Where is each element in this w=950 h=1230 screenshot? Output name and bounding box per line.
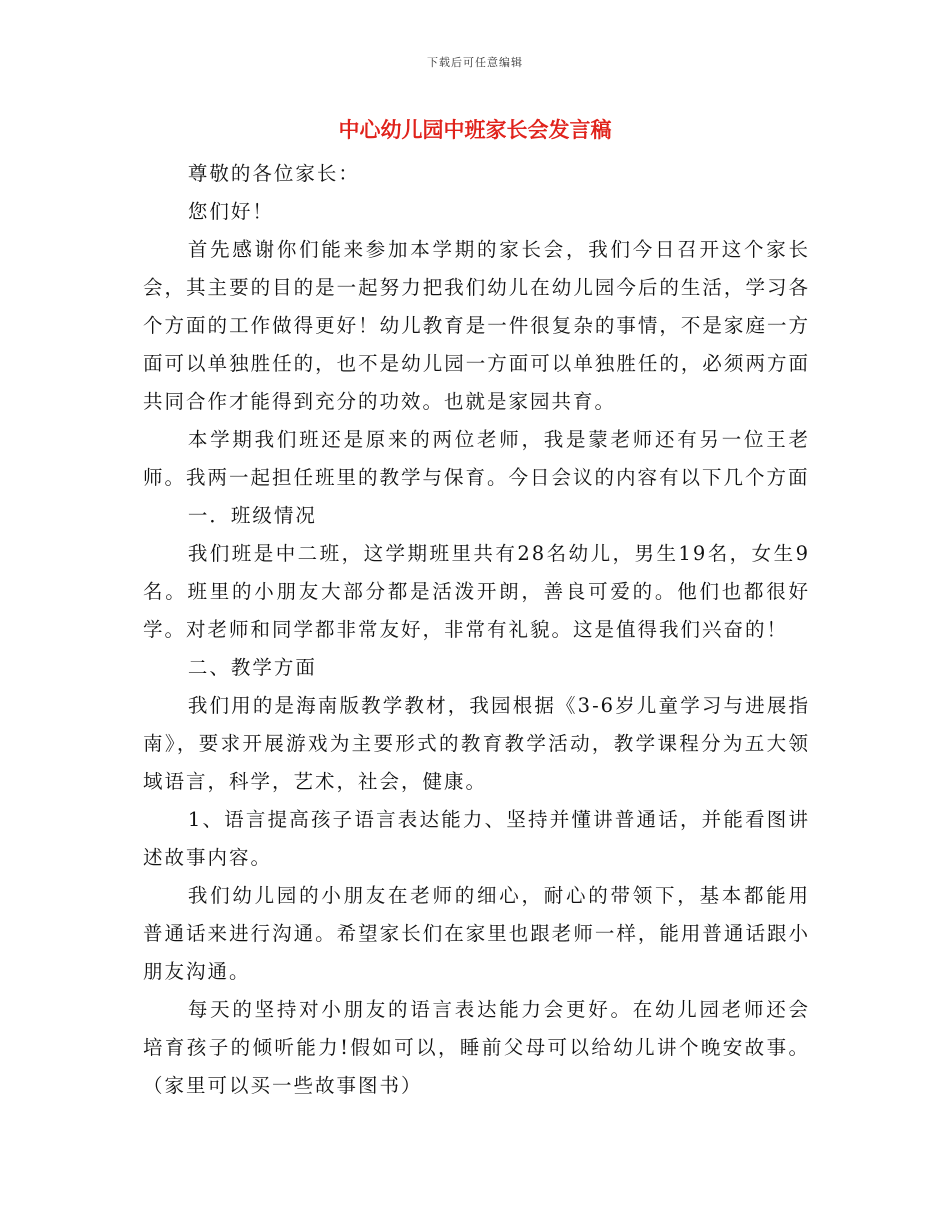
paragraph-curriculum: 我们用的是海南版教学教材，我园根据《3-6岁儿童学习与进展指南》，要求开展游戏为主要形式的教育教学活动，教学课程分为五大领域语言，科学，艺术，社会，健康。 [143, 694, 810, 793]
section-heading-teaching: 二、教学方面 [187, 656, 317, 679]
paragraph-class-info: 我们班是中二班，这学期班里共有28名幼儿，男生19名，女生9名。班里的小朋友大部分都是活泼开朗，善良可爱的。他们也都很好学。对老师和同学都非常友好，非常有礼貌。这是值得我们兴奋的！ [143, 542, 810, 641]
paragraph-mandarin: 我们幼儿园的小朋友在老师的细心，耐心的带领下，基本都能用普通话来进行沟通。希望家长们在家里也跟老师一样，能用普通话跟小朋友沟通。 [143, 884, 810, 983]
paragraph-listening: 每天的坚持对小朋友的语言表达能力会更好。在幼儿园老师还会培育孩子的倾听能力!假如可以，睡前父母可以给幼儿讲个晚安故事。（家里可以买一些故事图书） [143, 998, 810, 1097]
paragraph-intro: 首先感谢你们能来参加本学期的家长会，我们今日召开这个家长会，其主要的目的是一起努力把我们幼儿在幼儿园今后的生活，学习各个方面的工作做得更好！幼儿教育是一件很复杂的事情，不是家庭一方面可以单独胜任的，也不是幼儿园一方面可以单独胜任的，必须两方面共同合作才能得到充分的功效。也就是家园共育。 [143, 238, 810, 413]
header-note: 下载后可任意编辑 [427, 56, 523, 69]
document-body [143, 155, 810, 1105]
paragraph-teachers: 本学期我们班还是原来的两位老师，我是蒙老师还有另一位王老师。我两一起担任班里的教学与保育。今日会议的内容有以下几个方面 [143, 428, 810, 489]
greeting: 您们好！ [187, 200, 274, 223]
section-heading-class: 一．班级情况 [187, 504, 317, 527]
document-title: 中心幼儿园中班家长会发言稿 [338, 118, 612, 142]
paragraph-language-goal: 1、语言提高孩子语言表达能力、坚持并懂讲普通话，并能看图讲述故事内容。 [143, 808, 810, 869]
salutation: 尊敬的各位家长： [187, 162, 360, 185]
